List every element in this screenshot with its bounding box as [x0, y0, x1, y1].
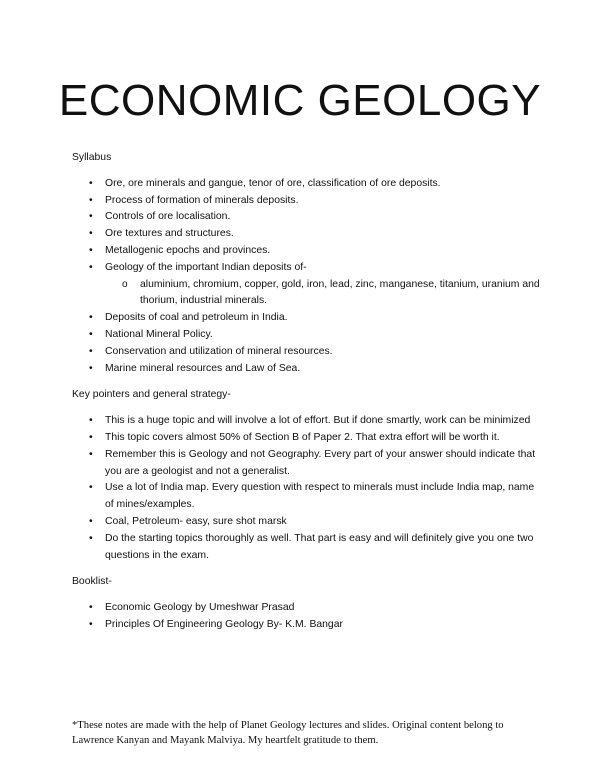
document-body	[72, 150, 542, 644]
page-title: ECONOMIC GEOLOGY	[58, 76, 542, 125]
booklist-heading: Booklist-	[72, 576, 112, 588]
list-item: • Remember this is Geology and not Geography. Every part of your answer should indicate that you are a geologist and not a generalist.	[72, 447, 542, 481]
list-item: • Deposits of coal and petroleum in India.	[72, 310, 542, 327]
list-item: • This is a huge topic and will involve a lot of effort. But if done smartly, work can be minimized	[72, 413, 542, 430]
sub-list-item: o aluminium, chromium, copper, gold, iron, lead, zinc, manganese, titanium, uranium and thorium, industrial minerals.	[72, 277, 542, 311]
list-item: • National Mineral Policy.	[72, 327, 542, 344]
list-item: • Coal, Petroleum- easy, sure shot marsk	[72, 514, 542, 531]
list-item: • This topic covers almost 50% of Section B of Paper 2. That extra effort will be worth it.	[72, 430, 542, 447]
syllabus-heading: Syllabus	[72, 152, 112, 163]
booklist-list	[72, 600, 542, 634]
list-item: • Process of formation of minerals deposits.	[72, 193, 542, 210]
list-item: • Marine mineral resources and Law of Sea.	[72, 361, 542, 378]
list-item: • Economic Geology by Umeshwar Prasad	[72, 600, 542, 617]
syllabus-list	[72, 176, 542, 378]
list-item: • Metallogenic epochs and provinces.	[72, 243, 542, 260]
list-item: • Ore, ore minerals and gangue, tenor of ore, classification of ore deposits.	[72, 176, 542, 193]
list-item: • Ore textures and structures.	[72, 226, 542, 243]
list-item: • Controls of ore localisation.	[72, 209, 542, 226]
list-item: • Conservation and utilization of mineral resources.	[72, 344, 542, 361]
list-item: • Use a lot of India map. Every question with respect to minerals must include India map, name of mines/examples.	[72, 480, 542, 514]
list-item: • Do the starting topics thoroughly as well. That part is easy and will definitely give you one two questions in the exam.	[72, 531, 542, 565]
strategy-heading: Key pointers and general strategy-	[72, 389, 231, 401]
footnote: *These notes are made with the help of Planet Geology lectures and slides. Original content belong to Lawrence Kanyan and Mayank Malviya. My heartfelt gratitude to them.	[72, 720, 504, 746]
list-item-text: Geology of the important Indian deposits of-	[105, 261, 307, 273]
list-item: • Principles Of Engineering Geology By- K.M. Bangar	[72, 617, 542, 634]
list-item-with-sublist	[72, 260, 542, 310]
strategy-list	[72, 413, 542, 564]
sub-list	[105, 277, 542, 311]
